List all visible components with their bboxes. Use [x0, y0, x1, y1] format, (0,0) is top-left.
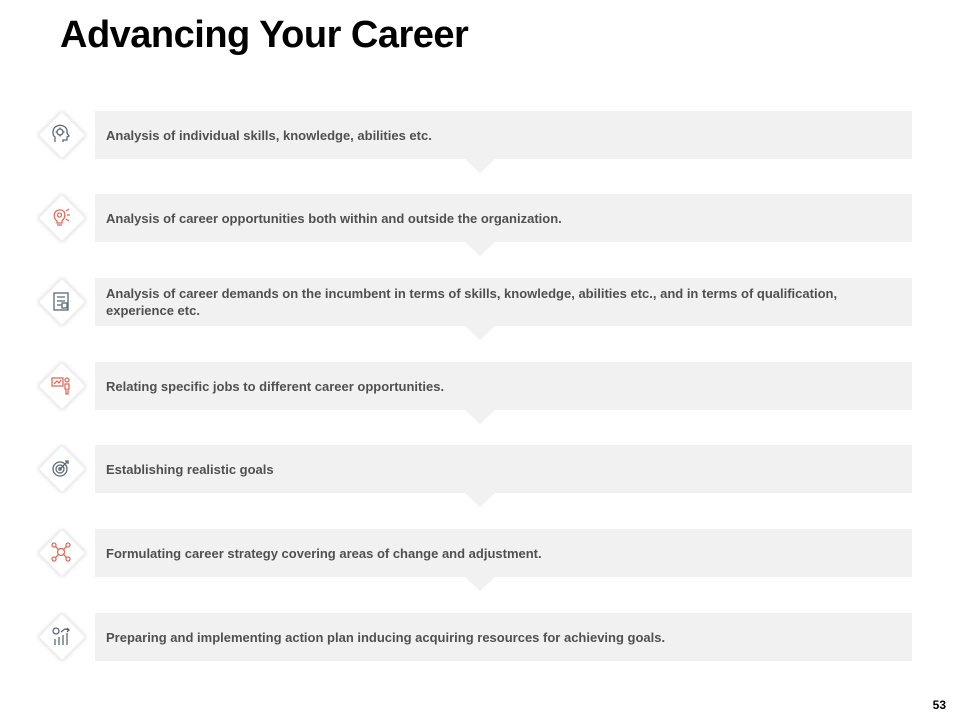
step-row	[0, 111, 960, 171]
page-number: 53	[932, 698, 946, 712]
lightbulb-idea-icon	[47, 203, 75, 231]
step-text: Analysis of career opportunities both within and outside the organization.	[95, 194, 912, 242]
step-connector-arrow	[465, 159, 495, 173]
step-icon-badge	[38, 529, 84, 575]
step-row	[0, 278, 960, 338]
step-connector-arrow	[465, 242, 495, 256]
step-text: Relating specific jobs to different career opportunities.	[95, 362, 912, 410]
document-checklist-icon	[47, 287, 75, 315]
step-icon-badge	[38, 362, 84, 408]
step-row	[0, 194, 960, 254]
step-icon-badge	[38, 194, 84, 240]
step-text: Formulating career strategy covering areas of change and adjustment.	[95, 529, 912, 577]
step-icon-badge	[38, 445, 84, 491]
step-text: Establishing realistic goals	[95, 445, 912, 493]
step-row	[0, 362, 960, 422]
step-text: Preparing and implementing action plan inducing acquiring resources for achieving goals.	[95, 613, 912, 661]
slide-title: Advancing Your Career	[60, 14, 469, 56]
step-icon-badge	[38, 111, 84, 157]
step-row	[0, 529, 960, 589]
step-icon-badge	[38, 278, 84, 324]
step-text: Analysis of individual skills, knowledge, abilities etc.	[95, 111, 912, 159]
head-gears-icon	[47, 120, 75, 148]
network-hub-icon	[47, 538, 75, 566]
step-connector-arrow	[465, 493, 495, 507]
step-text: Analysis of career demands on the incumbent in terms of skills, knowledge, abilities etc., and in terms of qualification, experience etc.	[95, 278, 912, 326]
step-icon-badge	[38, 613, 84, 659]
target-arrow-icon	[47, 454, 75, 482]
step-connector-arrow	[465, 326, 495, 340]
growth-chart-icon	[47, 622, 75, 650]
presenter-board-icon	[47, 371, 75, 399]
step-row	[0, 445, 960, 505]
step-connector-arrow	[465, 577, 495, 591]
step-row	[0, 613, 960, 673]
step-connector-arrow	[465, 410, 495, 424]
